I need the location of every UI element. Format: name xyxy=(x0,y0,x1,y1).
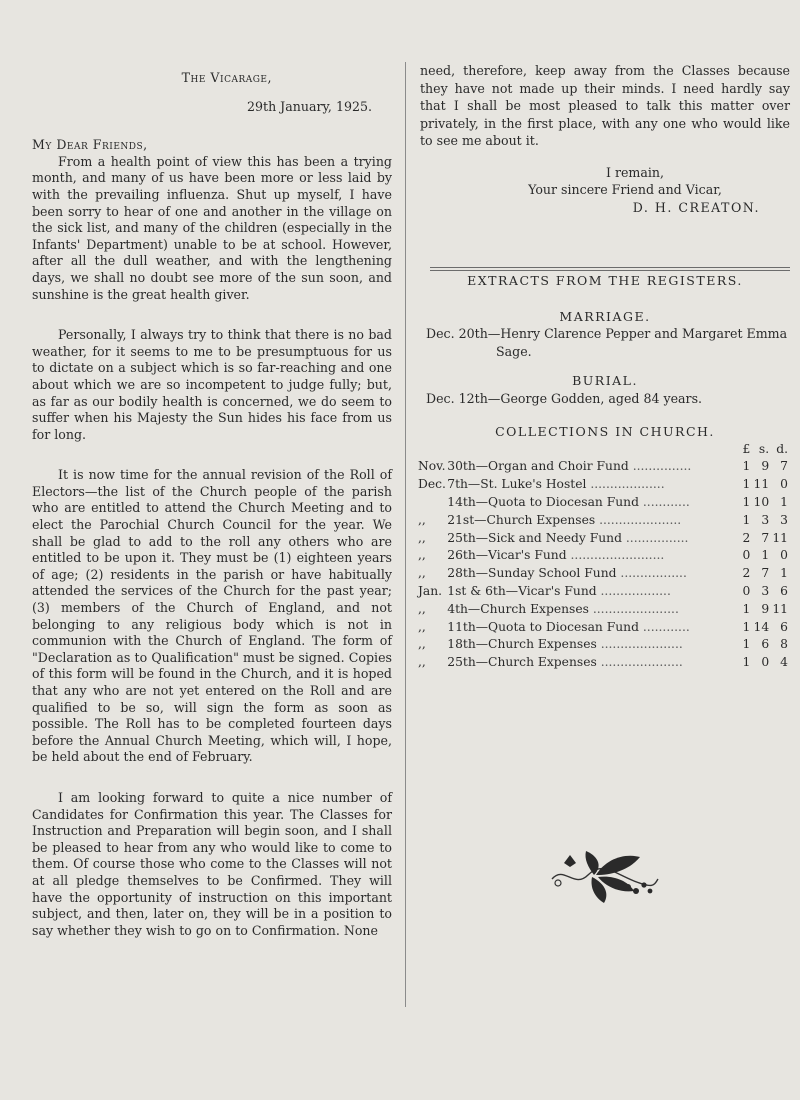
registers-title: EXTRACTS FROM THE REGISTERS. xyxy=(467,273,743,288)
collection-month xyxy=(418,494,447,512)
collection-shillings: 3 xyxy=(761,584,770,599)
leader-dots: ..................... xyxy=(596,655,683,670)
leader-dots: ..................... xyxy=(595,512,682,527)
marriage-entry xyxy=(420,325,790,360)
collection-description xyxy=(447,458,731,476)
collection-description-text: 18th—Church Expenses xyxy=(447,637,597,652)
collection-row xyxy=(418,565,788,583)
collection-month: ,, xyxy=(418,601,426,616)
collection-month: ,, xyxy=(418,566,426,581)
collection-pounds: 1 xyxy=(742,637,751,652)
collection-description xyxy=(447,547,731,565)
pounds-header: £ xyxy=(742,441,751,456)
collection-row xyxy=(418,458,788,476)
collection-row xyxy=(418,618,788,636)
collection-pence: 8 xyxy=(780,637,788,652)
address-line: The Vicarage, xyxy=(181,70,272,85)
collection-description-text: 25th—Church Expenses xyxy=(447,655,597,670)
collection-row xyxy=(418,654,788,672)
collection-shillings: 10 xyxy=(753,495,770,510)
collection-month: ,, xyxy=(418,655,426,670)
currency-header-row xyxy=(418,441,788,459)
collection-month: ,, xyxy=(418,619,426,634)
collection-month: ,, xyxy=(418,637,426,652)
marriage-line: Dec. 20th—Henry Clarence Pepper and Margaret Emma xyxy=(426,326,788,341)
collection-shillings: 14 xyxy=(753,619,770,634)
leader-dots: ................... xyxy=(586,477,665,492)
collection-description-text: 26th—Vicar's Fund xyxy=(447,548,567,563)
collection-month: ,, xyxy=(418,512,426,527)
collection-pence: 11 xyxy=(772,601,788,616)
collection-pounds: 2 xyxy=(742,566,751,581)
leader-dots: ................. xyxy=(616,566,687,581)
collection-shillings: 6 xyxy=(761,637,770,652)
collection-description-text: 25th—Sick and Needy Fund xyxy=(447,530,622,545)
collection-month: ,, xyxy=(418,548,426,563)
collection-description xyxy=(447,654,731,672)
collection-pounds: 0 xyxy=(742,548,751,563)
collection-shillings: 7 xyxy=(761,530,770,545)
column-divider xyxy=(405,62,406,1007)
collection-pence: 3 xyxy=(780,512,788,527)
collection-shillings: 0 xyxy=(761,655,770,670)
leaf-ornament-icon xyxy=(544,845,664,905)
burial-entry: Dec. 12th—George Godden, aged 84 years. xyxy=(426,390,703,406)
collection-row xyxy=(418,529,788,547)
collection-shillings: 11 xyxy=(753,477,770,492)
collection-month: Jan. xyxy=(418,584,443,599)
signature: D. H. CREATON. xyxy=(632,199,760,215)
collection-pounds: 1 xyxy=(742,459,751,474)
collection-description-text: 1st & 6th—Vicar's Fund xyxy=(447,584,597,599)
collection-shillings: 9 xyxy=(761,601,770,616)
collection-month: Nov. xyxy=(418,459,446,474)
shillings-header: s. xyxy=(758,441,770,456)
collection-pounds: 1 xyxy=(742,601,751,616)
collection-row xyxy=(418,583,788,601)
collection-row xyxy=(418,494,788,512)
collection-shillings: 9 xyxy=(761,459,770,474)
salutation: My Dear Friends, xyxy=(32,137,148,153)
leader-dots: ..................... xyxy=(596,637,683,652)
collection-description-text: 14th—Quota to Diocesan Fund xyxy=(447,495,639,510)
marriage-line-cont: Sage. xyxy=(496,343,532,359)
letter-continuation: need, therefore, keep away from the Classes because they have not made up their minds. I need hardly say that I shall be most pleased to talk this matter over privately, in the first place, with any one who would like to see me about it. xyxy=(420,63,790,148)
collection-pence: 0 xyxy=(780,548,788,563)
collection-shillings: 1 xyxy=(761,548,770,563)
collection-pounds: 1 xyxy=(742,477,751,492)
collection-description xyxy=(447,476,731,494)
leader-dots: ...................... xyxy=(588,601,679,616)
collection-description xyxy=(447,601,731,619)
letter-date: 29th January, 1925. xyxy=(246,98,372,114)
collection-description xyxy=(447,636,731,654)
collection-pounds: 1 xyxy=(742,495,751,510)
collection-pounds: 1 xyxy=(742,619,751,634)
collection-row xyxy=(418,636,788,654)
pence-header: d. xyxy=(776,441,788,456)
collection-description-text: 28th—Sunday School Fund xyxy=(447,566,617,581)
collection-description xyxy=(447,583,731,601)
leader-dots: ........................ xyxy=(566,548,665,563)
paragraph-health: From a health point of view this has been a trying month, and many of us have been more or less laid by with the prevailing influenza. Shut up myself, I have been sorry to hear of one and another in the village on the sick list, and many of the children (especially in the Infants' Department) unable to be at school. However, after all the dull weather, and with the lengthening days, we shall no doubt see more of the sun soon, and sunshine is the great health giver. xyxy=(32,153,392,302)
marriage-title: MARRIAGE. xyxy=(559,308,651,324)
collection-pence: 0 xyxy=(780,477,788,492)
collections-title: COLLECTIONS IN CHURCH. xyxy=(495,424,715,439)
collection-pounds: 0 xyxy=(742,584,751,599)
leader-dots: ............ xyxy=(638,495,690,510)
collection-pence: 11 xyxy=(772,530,788,545)
paragraph-weather: Personally, I always try to think that there is no bad weather, for it seems to me to be presumptuous for us to dictate on a subject which is so far-reaching and one about which we are so incompetent to judge fully; but, as far as our bodily health is concerned, we do seem to suffer when his Majesty the Sun hides his face from us for long. xyxy=(32,327,392,442)
collection-pence: 1 xyxy=(780,566,788,581)
collection-pounds: 1 xyxy=(742,512,751,527)
right-column xyxy=(420,62,790,672)
paragraph-confirmation: I am looking forward to quite a nice number of Candidates for Confirmation this year. The Classes for Instruction and Preparation will begin soon, and I shall be pleased to hear from any who would like to come to them. Of course those who come to the Classes will not at all pledge themselves to be Confirmed. They will have the opportunity of instruction on this important subject, and then, later on, they will be in a position to say whether they wish to go on to Confirmation. None xyxy=(32,789,392,938)
collection-description-text: 11th—Quota to Diocesan Fund xyxy=(447,619,639,634)
left-column xyxy=(32,70,392,939)
leader-dots: ............... xyxy=(628,459,692,474)
collection-description xyxy=(447,565,731,583)
leader-dots: .................. xyxy=(596,584,671,599)
collection-month: ,, xyxy=(418,530,426,545)
collection-row xyxy=(418,476,788,494)
collection-description xyxy=(447,529,731,547)
collection-month: Dec. xyxy=(418,477,446,492)
closing-friend: Your sincere Friend and Vicar, xyxy=(528,182,722,197)
leader-dots: ............ xyxy=(638,619,690,634)
section-rule xyxy=(430,267,790,271)
leader-dots: ................ xyxy=(621,530,689,545)
paragraph-electoral-roll: It is now time for the annual revision of the Roll of Electors—the list of the Church people of the parish who are entitled to attend the Church Meeting and to elect the Parochial Church Council for the year. We shall be glad to add to the roll any others who are entitled to be upon it. They must be (1) eighteen years of age; (2) residents in the parish or have habitually attended the services of the Church for the past year; (3) members of the Church of England, and not belonging to any religious body which is not in communion with the Church of England. The form of "Declaration as to Qualification" must be signed. Copies of this form will be found in the Church, and it is hoped that any who are not yet entered on the Roll and are qualified to be so, will sign the form as soon as possible. The Roll has to be completed fourteen days before the Annual Church Meeting, which will, I hope, be held about the end of February. xyxy=(32,467,392,765)
collections-table xyxy=(418,441,788,672)
closing-remain: I remain, xyxy=(605,164,665,180)
collection-row xyxy=(418,512,788,530)
collection-description xyxy=(447,494,731,512)
collection-shillings: 7 xyxy=(761,566,770,581)
collection-pence: 4 xyxy=(780,655,788,670)
collection-description-text: 21st—Church Expenses xyxy=(447,512,596,527)
collection-row xyxy=(418,601,788,619)
collection-description xyxy=(447,512,731,530)
collection-pence: 6 xyxy=(780,619,788,634)
collection-pounds: 1 xyxy=(742,655,751,670)
collection-description-text: 4th—Church Expenses xyxy=(447,601,589,616)
collection-pence: 1 xyxy=(780,495,788,510)
collection-description-text: 30th—Organ and Choir Fund xyxy=(447,459,629,474)
collection-description xyxy=(447,618,731,636)
collection-description-text: 7th—St. Luke's Hostel xyxy=(447,477,587,492)
collection-pence: 7 xyxy=(780,459,788,474)
collection-pounds: 2 xyxy=(742,530,751,545)
collection-shillings: 3 xyxy=(761,512,770,527)
burial-title: BURIAL. xyxy=(572,373,638,388)
collection-row xyxy=(418,547,788,565)
collection-pence: 6 xyxy=(780,584,788,599)
